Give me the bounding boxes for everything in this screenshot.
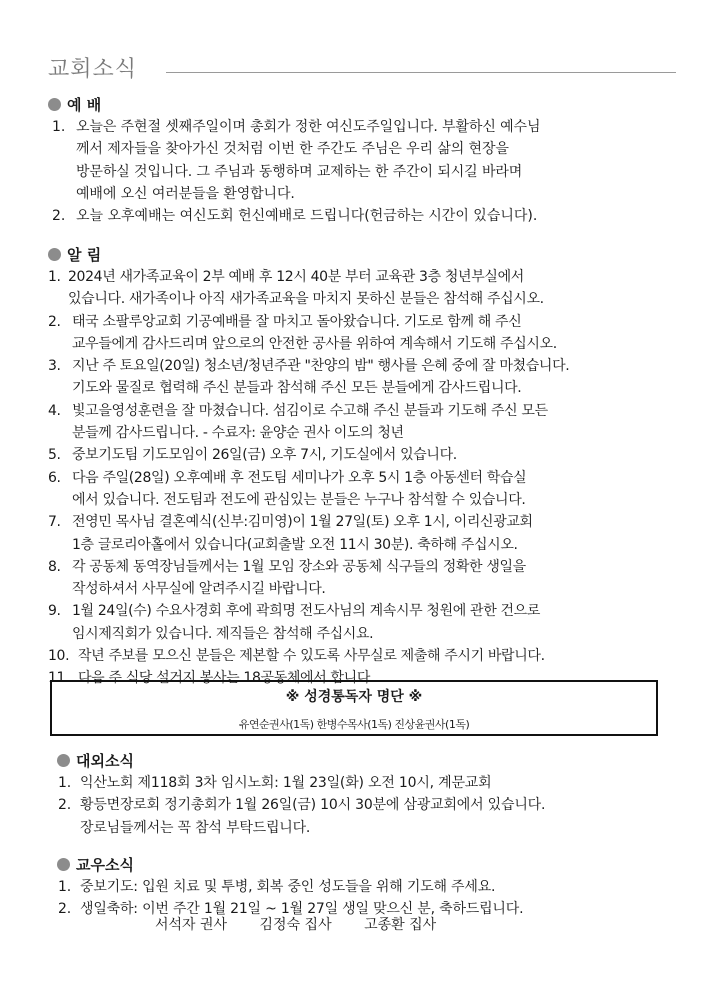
item-line: 다음 주일(28일) 오후예배 후 전도팀 세미나가 오후 5시 1층 아동센터 학습실 [72, 469, 527, 486]
item-number: 2. [58, 901, 71, 918]
notices-list [48, 266, 693, 690]
list-item [48, 400, 693, 445]
birthday-names [155, 914, 464, 934]
list-item [48, 600, 693, 645]
bullet-icon [48, 248, 61, 261]
item-number: 11. [48, 670, 70, 687]
item-line: 오늘 오후예배는 여신도회 헌신예배로 드립니다(헌금하는 시간이 있습니다). [76, 208, 538, 225]
list-item [48, 444, 693, 466]
bible-readers-title: ※ 성경통독자 명단 ※ [285, 689, 423, 705]
item-line: 지난 주 토요일(20일) 청소년/청년주관 "찬양의 밤" 행사를 은혜 중에 잘 마쳤습니다. [72, 358, 570, 375]
item-line: 2024년 새가족교육이 2부 예배 후 12시 40분 부터 교육관 3층 청년부실에서 [68, 269, 524, 285]
section-worship-heading [48, 94, 101, 115]
birthday-name: 고종환 집사 [364, 917, 437, 933]
birthday-name: 서석자 권사 [155, 917, 228, 933]
item-line: 임시제직회가 있습니다. 제직들은 참석해 주십시요. [72, 625, 374, 642]
list-item [52, 205, 692, 227]
list-item [48, 467, 693, 512]
section-title: 예 배 [67, 96, 102, 114]
item-line: 교우들에게 감사드리며 앞으로의 안전한 공사를 위하여 계속해서 기도해 주십시오. [72, 335, 557, 352]
bullet-icon [57, 754, 70, 767]
list-item [48, 645, 693, 667]
item-number: 2. [48, 313, 61, 330]
list-item [58, 876, 688, 898]
section-external-heading [57, 750, 134, 771]
item-number: 9. [48, 603, 61, 620]
item-line: 오늘은 주현절 셋째주일이며 총회가 정한 여신도주일입니다. 부활하신 예수님 [76, 119, 541, 135]
item-number: 2. [58, 797, 71, 814]
item-line: 생일축하: 이번 주간 1월 21일 ~ 1월 27일 생일 맞으신 분, 축하드립니다. [80, 901, 524, 918]
item-line: 기도와 물질로 협력해 주신 분들과 참석해 주신 모든 분들에게 감사드립니다. [72, 380, 522, 397]
item-line: 다음 주 식당 설거지 봉사는 18공동체에서 합니다. [78, 670, 375, 687]
item-number: 8. [48, 558, 61, 575]
header-rule [166, 72, 676, 73]
list-item [48, 355, 693, 400]
item-number: 1. [58, 879, 71, 895]
bullet-icon [48, 98, 61, 111]
section-title: 교우소식 [76, 856, 134, 874]
item-number: 2. [52, 208, 66, 225]
list-item [58, 794, 688, 839]
item-number: 4. [48, 402, 61, 419]
item-line: 전영민 목사님 결혼예식(신부:김미영)이 1월 27일(토) 오후 1시, 이리신광교회 [72, 514, 533, 531]
section-members-heading [57, 854, 134, 875]
item-line: 작성하셔서 사무실에 알려주시길 바랍니다. [72, 581, 326, 598]
item-line: 예배에 오신 여러분들을 환영합니다. [76, 185, 295, 202]
bible-readers-names: 유연순권사(1독) 한병수목사(1독) 진상윤권사(1독) [238, 718, 470, 731]
item-line: 태국 소팔루앙교회 기공예배를 잘 마치고 돌아왔습니다. 기도로 함께 해 주신 [72, 313, 522, 330]
item-line: 각 공동체 동역장님들께서는 1월 모임 장소와 공동체 식구들의 정확한 생일을 [72, 558, 526, 575]
item-number: 7. [48, 514, 61, 531]
item-line: 익산노회 제118회 3차 임시노회: 1월 23일(화) 오전 10시, 계문교회 [80, 775, 492, 791]
list-item [52, 116, 692, 205]
list-item [58, 772, 688, 794]
worship-list [52, 116, 692, 227]
item-line: 1월 24일(수) 수요사경회 후에 곽희명 전도사님의 계속시무 청원에 관한 건으로 [72, 603, 541, 620]
birthday-name: 김정숙 집사 [259, 917, 332, 933]
bible-readers-box [50, 680, 658, 736]
section-title: 대외소식 [76, 752, 134, 770]
item-line: 작년 주보를 모으신 분들은 제본할 수 있도록 사무실로 제출해 주시기 바랍니다. [78, 648, 545, 665]
item-line: 중보기도: 입원 치료 및 투병, 회복 중인 성도들을 위해 기도해 주세요. [80, 879, 496, 895]
section-title: 알 림 [67, 246, 102, 264]
external-list [58, 772, 688, 839]
item-line: 분들께 감사드립니다. - 수료자: 윤양순 권사 이도의 청년 [72, 425, 404, 442]
item-line: 방문하실 것입니다. 그 주님과 동행하며 교제하는 한 주간이 되시길 바라며 [76, 163, 523, 180]
item-line: 있습니다. 새가족이나 아직 새가족교육을 마치지 못하신 분들은 참석해 주십시오. [68, 291, 544, 308]
item-line: 빛고을영성훈련을 잘 마쳤습니다. 섬김이로 수고해 주신 분들과 기도해 주신 모든 [72, 402, 548, 419]
item-line: 황등면장로회 정기총회가 1월 26일(금) 10시 30분에 삼광교회에서 있습니다. [80, 797, 546, 814]
item-line: 께서 제자들을 찾아가신 것처럼 이번 한 주간도 주님은 우리 삶의 현장을 [76, 141, 509, 158]
item-number: 6. [48, 469, 61, 486]
page-title: 교회소식 [48, 57, 138, 82]
list-item [48, 511, 693, 556]
header [48, 52, 676, 86]
item-number: 5. [48, 447, 61, 464]
item-line: 중보기도팀 기도모임이 26일(금) 오후 7시, 기도실에서 있습니다. [72, 447, 457, 464]
item-line: 1층 글로리아홀에서 있습니다(교회출발 오전 11시 30분). 축하해 주십시오. [72, 536, 518, 553]
item-number: 10. [48, 648, 70, 665]
item-number: 1. [52, 119, 66, 135]
item-line: 장로님들께서는 꼭 참석 부탁드립니다. [80, 819, 311, 836]
item-number: 1. [58, 775, 71, 791]
section-notices-heading [48, 244, 101, 265]
item-line: 에서 있습니다. 전도팀과 전도에 관심있는 분들은 누구나 참석할 수 있습니다. [72, 491, 526, 508]
list-item [48, 266, 693, 311]
item-number: 3. [48, 358, 61, 375]
list-item [48, 556, 693, 601]
bullet-icon [57, 858, 70, 871]
list-item [48, 311, 693, 356]
item-number: 1. [48, 269, 61, 285]
